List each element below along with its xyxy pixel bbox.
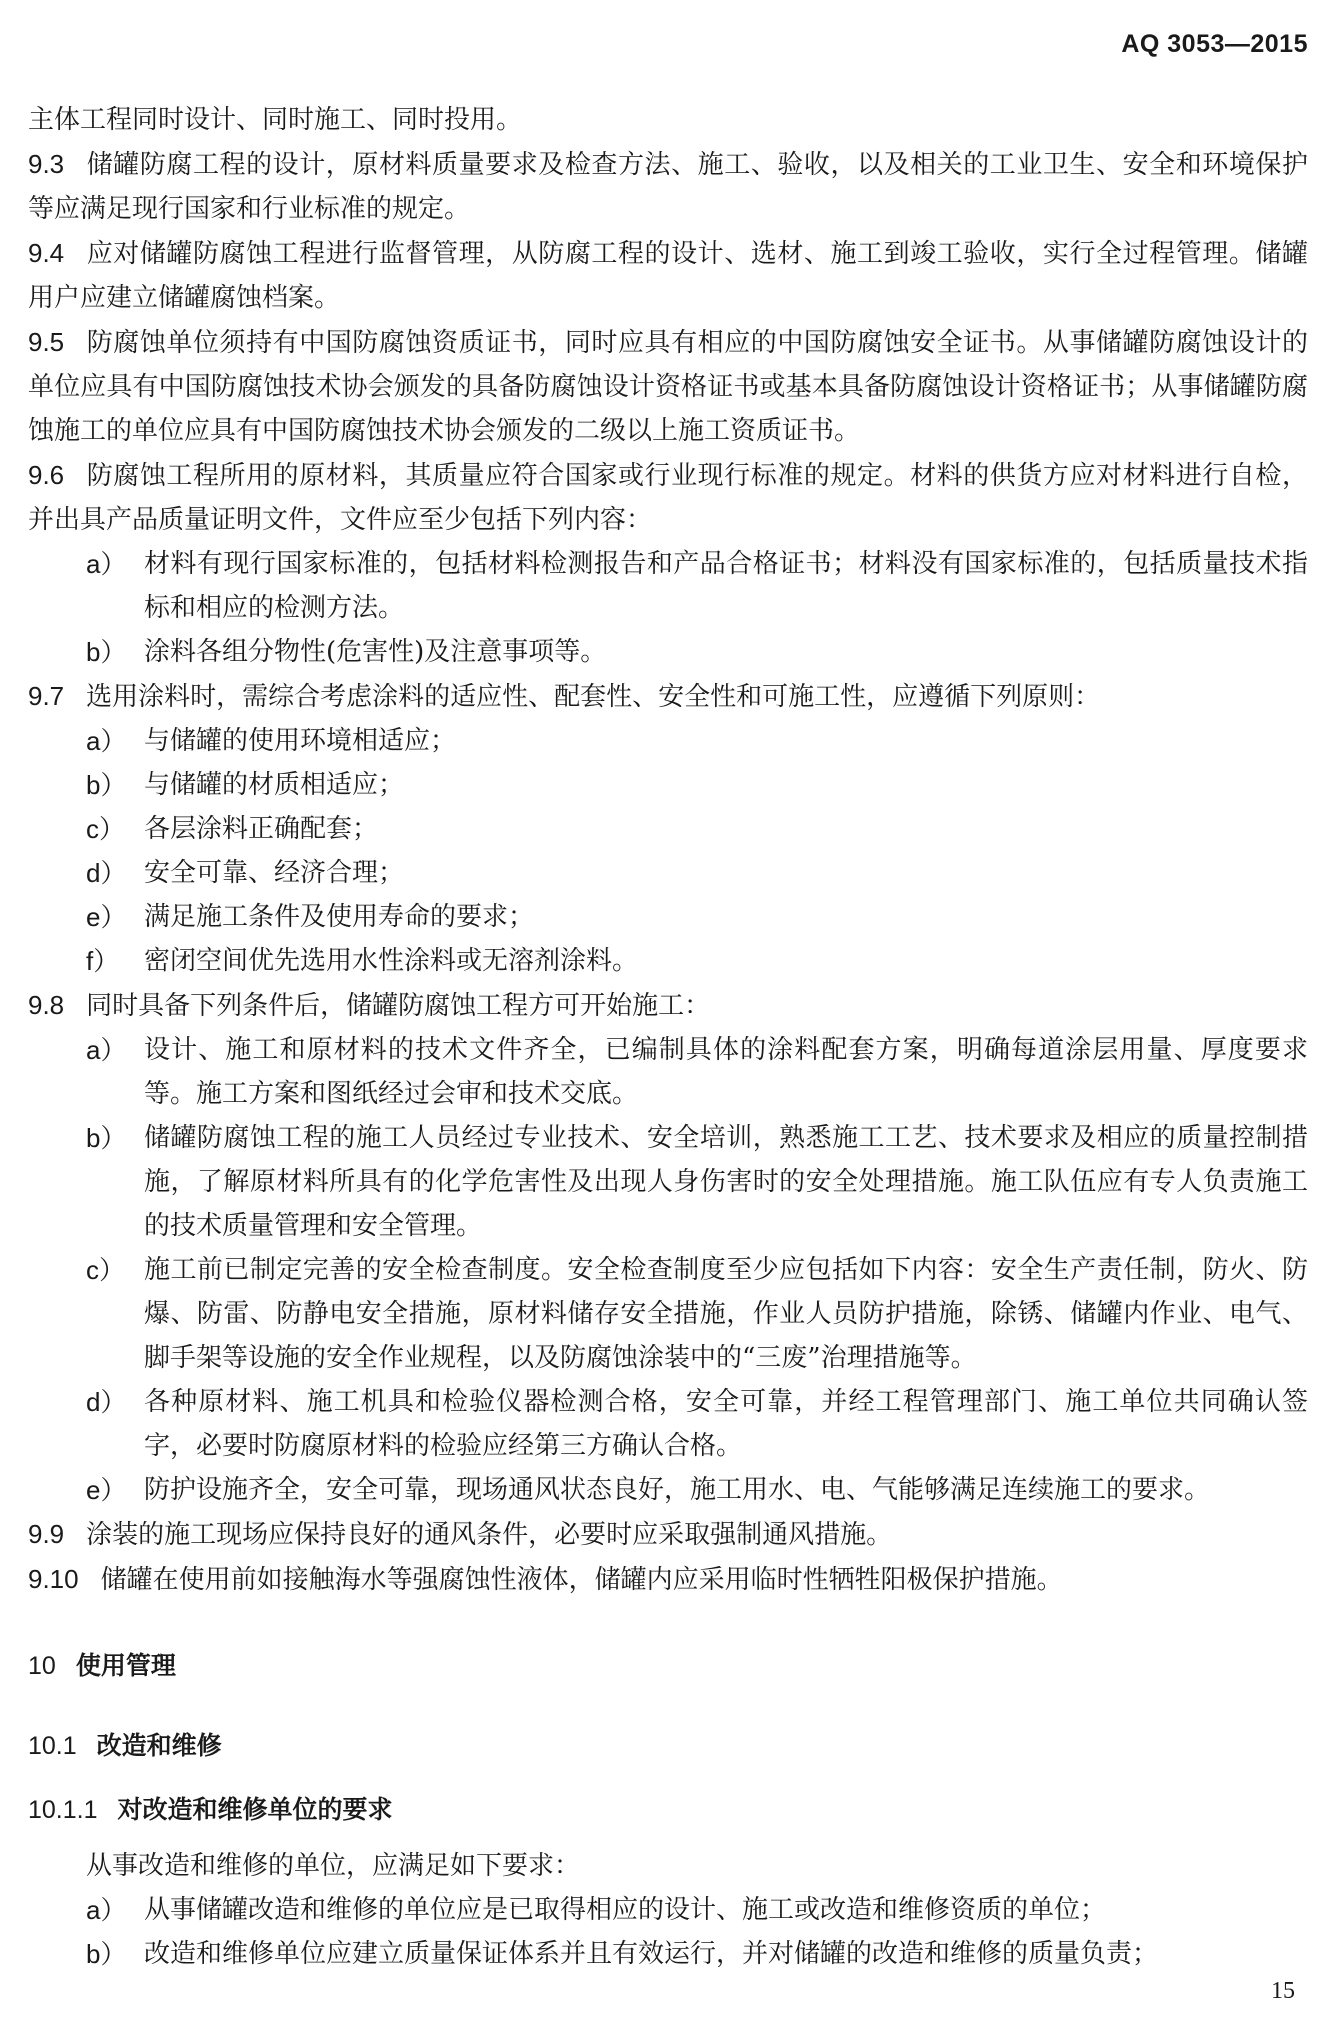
item-label: b） [86, 1939, 127, 1969]
item-label: c） [86, 814, 126, 844]
subsection-heading-10-1 [28, 1724, 1308, 1768]
subsubsection-title: 对改造和维修单位的要求 [117, 1795, 393, 1824]
standard-id-header: AQ 3053—2015 [1121, 30, 1308, 58]
item-label: b） [86, 637, 127, 667]
list-item [86, 1888, 1308, 1932]
item-label: d） [86, 858, 127, 888]
item-text: 防护设施齐全，安全可靠，现场通风状态良好，施工用水、电、气能够满足连续施工的要求。 [144, 1475, 1211, 1505]
clause-number: 9.8 [28, 990, 65, 1020]
clause-text: 储罐在使用前如接触海水等强腐蚀性液体，储罐内应采用临时性牺牲阳极保护措施。 [100, 1565, 1063, 1595]
list-item [86, 895, 1308, 939]
item-text: 各种原材料、施工机具和检验仪器检测合格，安全可靠，并经工程管理部门、施工单位共同确认签字，必要时防腐原材料的检验应经第三方确认合格。 [144, 1387, 1308, 1461]
clause-number: 9.9 [28, 1519, 65, 1549]
clause-9-4 [28, 231, 1308, 320]
list-item [86, 630, 1308, 674]
item-label: c） [86, 1255, 126, 1285]
item-text: 施工前已制定完善的安全检查制度。安全检查制度至少应包括如下内容：安全生产责任制，防火、防爆、防雷、防静电安全措施，原材料储存安全措施，作业人员防护措施，除锈、储罐内作业、电气、脚手架等设施的安全作业规程，以及防腐蚀涂装中的“三废”治理措施等。 [144, 1255, 1308, 1373]
item-label: a） [86, 1035, 127, 1065]
list-item [86, 1380, 1308, 1468]
item-text: 储罐防腐蚀工程的施工人员经过专业技术、安全培训，熟悉施工工艺、技术要求及相应的质量控制措施，了解原材料所具有的化学危害性及出现人身伤害时的安全处理措施。施工队伍应有专人负责施工的技术质量管理和安全管理。 [144, 1123, 1308, 1241]
section-title: 使用管理 [75, 1651, 176, 1680]
clause-text: 防腐蚀工程所用的原材料，其质量应符合国家或行业现行标准的规定。材料的供货方应对材料进行自检，并出具产品质量证明文件，文件应至少包括下列内容： [28, 461, 1308, 535]
clause-9-3 [28, 142, 1308, 231]
list-item [86, 1932, 1308, 1976]
item-text: 各层涂料正确配套； [144, 814, 379, 844]
subsection-title: 改造和维修 [96, 1731, 222, 1760]
clause-text: 应对储罐防腐蚀工程进行监督管理，从防腐工程的设计、选材、施工到竣工验收，实行全过程管理。储罐用户应建立储罐腐蚀档案。 [28, 239, 1308, 313]
item-text: 涂料各组分物性(危害性)及注意事项等。 [144, 637, 607, 667]
clause-9-6 [28, 453, 1308, 542]
list-item [86, 542, 1308, 630]
clause-number: 9.10 [28, 1564, 79, 1594]
clause-number: 9.4 [28, 238, 65, 268]
clause-text: 防腐蚀单位须持有中国防腐蚀资质证书，同时应具有相应的中国防腐蚀安全证书。从事储罐防腐蚀设计的单位应具有中国防腐蚀技术协会颁发的具备防腐蚀设计资格证书或基本具备防腐蚀设计资格证书；从事储罐防腐蚀施工的单位应具有中国防腐蚀技术协会颁发的二级以上施工资质证书。 [28, 328, 1308, 446]
item-text: 密闭空间优先选用水性涂料或无溶剂涂料。 [144, 946, 639, 976]
item-label: d） [86, 1387, 127, 1417]
section-number: 10 [28, 1652, 56, 1680]
clause-9-10 [28, 1557, 1308, 1602]
clause-9-9 [28, 1512, 1308, 1557]
item-text: 与储罐的材质相适应； [144, 770, 405, 800]
subsection-number: 10.1 [28, 1732, 77, 1760]
clause-text: 选用涂料时，需综合考虑涂料的适应性、配套性、安全性和可施工性，应遵循下列原则： [86, 682, 1101, 712]
clause-number: 9.3 [28, 149, 65, 179]
clause-text: 同时具备下列条件后，储罐防腐蚀工程方可开始施工： [86, 991, 711, 1021]
list-item [86, 851, 1308, 895]
item-text: 材料有现行国家标准的，包括材料检测报告和产品合格证书；材料没有国家标准的，包括质量技术指标和相应的检测方法。 [144, 549, 1308, 623]
clause-9-5 [28, 320, 1308, 453]
page-number: 15 [1271, 1978, 1295, 2004]
item-text: 设计、施工和原材料的技术文件齐全，已编制具体的涂料配套方案，明确每道涂层用量、厚度要求等。施工方案和图纸经过会审和技术交底。 [144, 1035, 1308, 1109]
item-label: a） [86, 549, 127, 579]
document-body [28, 98, 1308, 1976]
clause-text: 涂装的施工现场应保持良好的通风条件，必要时应采取强制通风措施。 [86, 1520, 893, 1550]
clause-9-7 [28, 674, 1308, 719]
item-text: 从事储罐改造和维修的单位应是已取得相应的设计、施工或改造和维修资质的单位； [144, 1895, 1107, 1925]
clause-text: 储罐防腐工程的设计，原材料质量要求及检查方法、施工、验收，以及相关的工业卫生、安全和环境保护等应满足现行国家和行业标准的规定。 [28, 150, 1308, 224]
item-label: b） [86, 1123, 127, 1153]
item-label: f） [86, 946, 120, 976]
subsubsection-heading-10-1-1 [28, 1788, 1308, 1832]
list-item [86, 719, 1308, 763]
item-label: a） [86, 726, 127, 756]
continuation-paragraph: 主体工程同时设计、同时施工、同时投用。 [28, 105, 523, 135]
item-label: a） [86, 1895, 127, 1925]
clause-number: 9.7 [28, 681, 65, 711]
item-label: e） [86, 1475, 127, 1505]
section-heading-10 [28, 1644, 1308, 1688]
clause-number: 9.5 [28, 327, 65, 357]
item-text: 安全可靠、经济合理； [144, 858, 405, 888]
list-item [86, 1248, 1308, 1380]
item-label: e） [86, 902, 127, 932]
item-text: 与储罐的使用环境相适应； [144, 726, 457, 756]
list-item [86, 1468, 1308, 1512]
list-item [86, 1116, 1308, 1248]
list-item [86, 807, 1308, 851]
subsubsection-number: 10.1.1 [28, 1796, 98, 1824]
list-item [86, 939, 1308, 983]
requirements-intro: 从事改造和维修的单位，应满足如下要求： [86, 1851, 581, 1881]
item-text: 满足施工条件及使用寿命的要求； [144, 902, 535, 932]
list-item [86, 1028, 1308, 1116]
clause-9-8 [28, 983, 1308, 1028]
item-text: 改造和维修单位应建立质量保证体系并且有效运行，并对储罐的改造和维修的质量负责； [144, 1939, 1159, 1969]
clause-number: 9.6 [28, 460, 65, 490]
list-item [86, 763, 1308, 807]
item-label: b） [86, 770, 127, 800]
